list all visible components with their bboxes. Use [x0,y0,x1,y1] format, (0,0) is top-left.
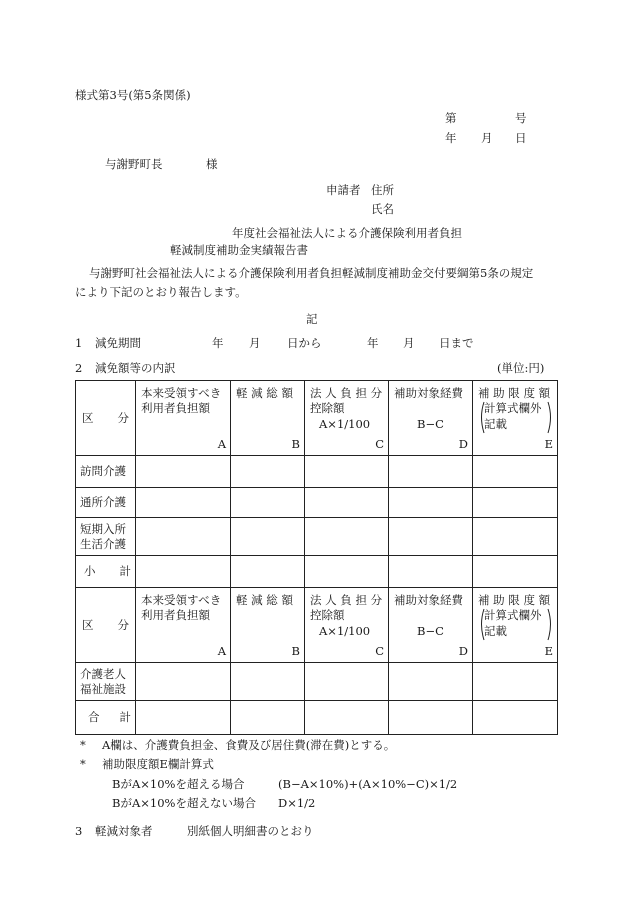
body-line-2: により下記のとおり報告します。 [75,285,247,299]
col-b-letter: B [291,437,300,451]
breakdown-table [75,380,558,735]
col2-c-letter: C [375,644,384,658]
row-label-tanki-1: 短期入所 [80,521,126,536]
col2-b-letter: B [291,644,300,658]
unit-label: (単位:円) [497,361,545,375]
applicant-label: 申請者 [326,183,361,197]
col2-a-line1: 本来受領すべき [141,593,222,607]
case2-formula: D×1/2 [278,796,316,810]
period-from-day: 日から [287,336,322,350]
table-row-subtotal [76,556,558,588]
col-e-line2: 計算式欄外 [484,401,542,415]
col2-e-line2: 計算式欄外 [484,608,542,622]
row-label-rojin [76,663,136,701]
row-label-tanki-2: 生活介護 [80,536,126,551]
title-line-1: 年度社会福祉法人による介護保険利用者負担 [232,226,462,240]
col2-a-letter: A [217,644,226,658]
row-label-rojin-2: 福祉施設 [80,681,126,696]
period-to-month: 月 [403,336,415,350]
case1-condition: BがA×10%を超える場合 [112,777,245,791]
col-e-letter: E [544,437,553,451]
col2-e-line1: 補 助 限 度 額 [478,593,551,607]
row-label-rojin-1: 介護老人 [80,666,126,681]
kubun-label-1: 区 [82,411,94,425]
col-c-line3: A×1/100 [319,417,371,431]
total-1: 合 [88,710,100,724]
subtotal-2: 計 [119,564,131,578]
doc-number-dai: 第 [445,111,457,125]
table-row-total [76,701,558,735]
col-d-line3: B−C [417,417,444,431]
body-line-1: 与謝野町社会福祉法人による介護保険利用者負担軽減制度補助金交付要綱第5条の規定 [89,266,534,280]
applicant-name: 氏名 [371,202,394,216]
col-d-letter: D [458,437,468,451]
subtotal-1: 小 [84,564,96,578]
form-id: 様式第3号(第5条関係) [75,88,191,102]
table-row [76,518,558,556]
applicant-address: 住所 [371,183,394,197]
col-c-line2: 控除額 [310,401,345,415]
col2-e-letter: E [544,644,553,658]
section3-num: 3 [75,824,83,838]
row-label-total [76,701,136,735]
col-c-letter: C [375,437,384,451]
period-to-day: 日まで [439,336,474,350]
col-c-line1: 法 人 負 担 分 [310,386,383,400]
date-year: 年 [445,131,457,145]
addressee-honorific: 様 [206,157,218,171]
note1-text: A欄は、介護費負担金、食費及び居住費(滞在費)とする。 [102,738,396,752]
table-row [76,663,558,701]
section3-label: 軽減対象者 [95,824,153,838]
table-row [76,488,558,518]
col-a-letter: A [217,437,226,451]
col-b-line1: 軽 減 総 額 [236,386,293,400]
col-d-line1: 補助対象経費 [394,386,463,400]
row-label-tsusho: 通所介護 [76,488,136,518]
row-label-tanki [76,518,136,556]
doc-number-go: 号 [515,111,527,125]
note1-star: * [80,738,86,752]
note2-star: * [80,757,86,771]
section1-num: 1 [75,336,83,350]
case1-formula: (B−A×10%)+(A×10%−C)×1/2 [278,777,458,791]
col-e-line1: 補 助 限 度 額 [478,386,551,400]
period-from-month: 月 [249,336,261,350]
kubun2-label-1: 区 [82,618,94,632]
ki-heading: 記 [306,312,318,326]
table-header-row [76,381,558,456]
section2-label: 減免額等の内訳 [95,361,176,375]
period-from-year: 年 [212,336,224,350]
table-row [76,456,558,488]
note2-text: 補助限度額E欄計算式 [102,757,214,771]
col2-e-line3: 記載 [484,624,507,638]
total-2: 計 [119,710,131,724]
col2-c-line1: 法 人 負 担 分 [310,593,383,607]
kubun-label-2: 分 [117,411,129,425]
col-e-line3: 記載 [484,417,507,431]
table-header-row-2 [76,588,558,663]
col2-c-line2: 控除額 [310,608,345,622]
row-label-subtotal [76,556,136,588]
date-month: 月 [481,131,493,145]
period-to-year: 年 [367,336,379,350]
col2-d-line1: 補助対象経費 [394,593,463,607]
case2-condition: BがA×10%を超えない場合 [112,796,256,810]
col-a-line2: 利用者負担額 [141,401,210,415]
col2-a-line2: 利用者負担額 [141,608,210,622]
addressee-name: 与謝野町長 [105,157,163,171]
col-a-line1: 本来受領すべき [141,386,222,400]
col2-b-line1: 軽 減 総 額 [236,593,293,607]
section1-label: 減免期間 [95,336,141,350]
row-label-houmon: 訪問介護 [76,456,136,488]
kubun2-label-2: 分 [117,618,129,632]
section2-num: 2 [75,361,83,375]
col2-d-letter: D [458,644,468,658]
date-day: 日 [515,131,527,145]
col2-c-line3: A×1/100 [319,624,371,638]
col2-d-line3: B−C [417,624,444,638]
title-line-2: 軽減制度補助金実績報告書 [170,243,308,257]
section3-value: 別紙個人明細書のとおり [187,824,314,838]
